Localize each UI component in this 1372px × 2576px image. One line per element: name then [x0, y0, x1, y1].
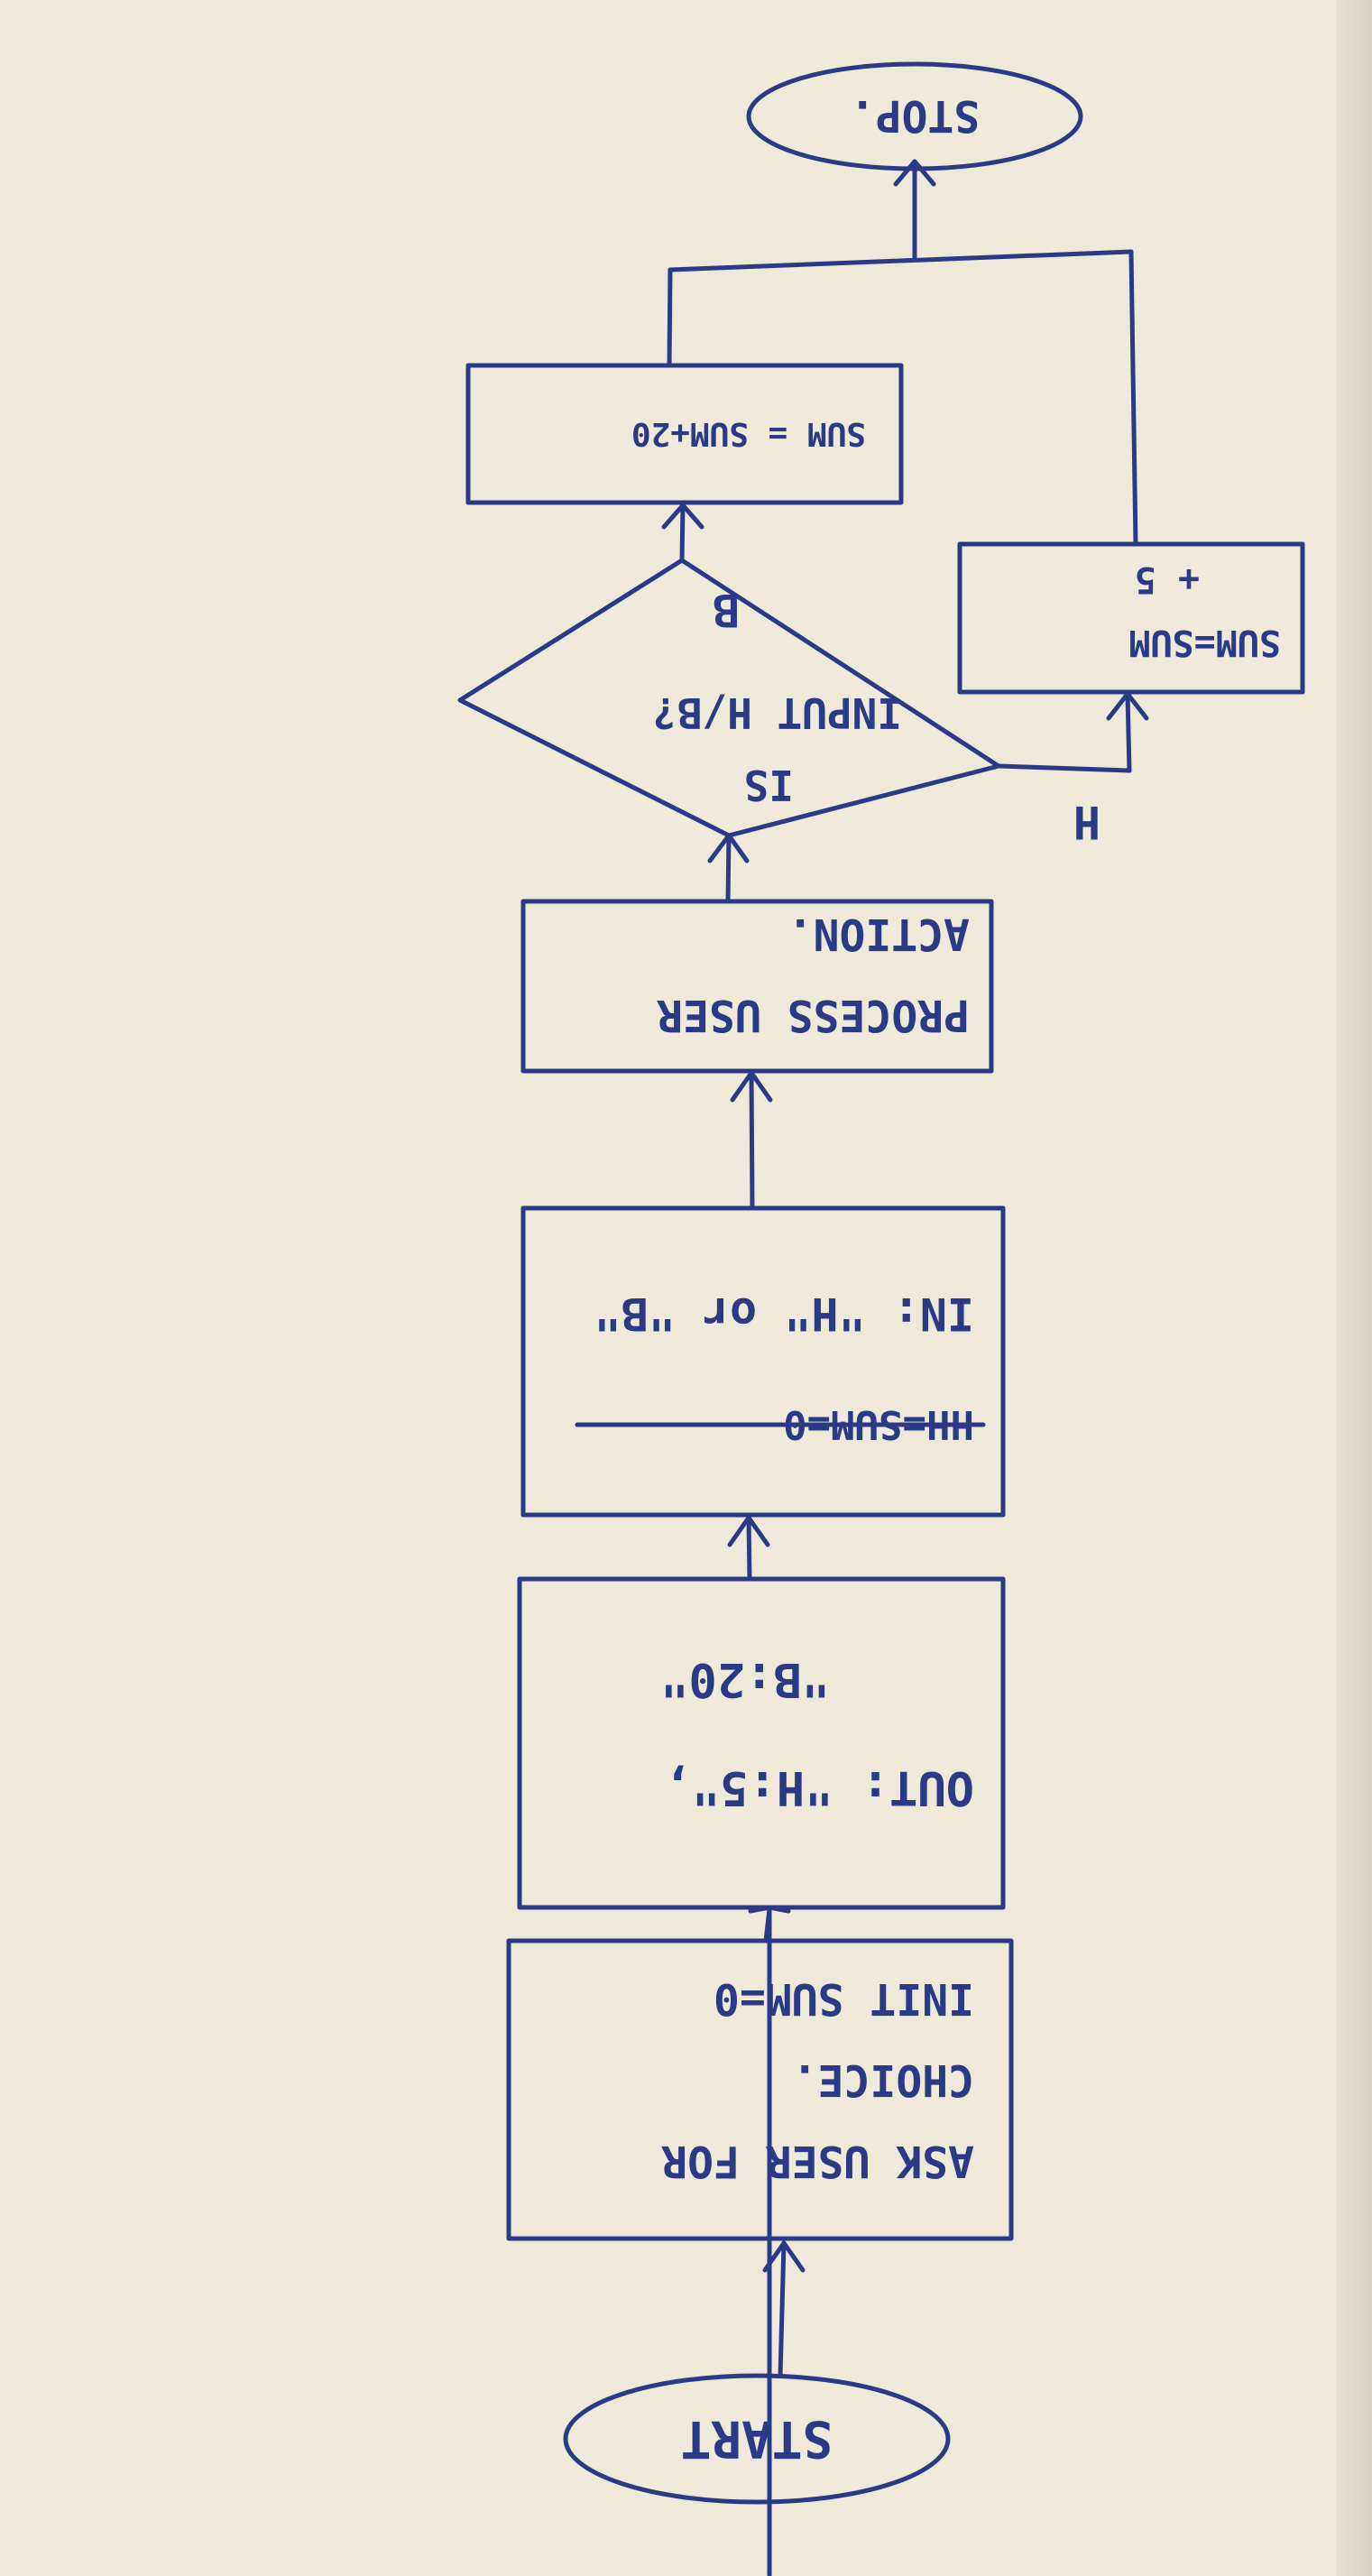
- sum-h-rect: [960, 544, 1303, 692]
- label-b: B: [712, 584, 740, 636]
- process-line1: PROCESS USER: [657, 990, 970, 1040]
- h-branch: [999, 694, 1146, 848]
- output-line2: "B:20": [660, 1652, 830, 1706]
- decision-line1: IS: [743, 761, 794, 809]
- sum-h-box: [960, 544, 1303, 692]
- stop-label: STOP.: [849, 90, 981, 141]
- ask-user-line2: CHOICE.: [791, 2054, 974, 2105]
- ask-user-line1: ASK USER FOR: [661, 2136, 974, 2186]
- input-line2: IN: "H" or "B": [594, 1288, 974, 1340]
- output-box: [520, 1579, 1003, 1907]
- arrow-output-to-input: [730, 1518, 768, 1579]
- start-label: START: [680, 2409, 833, 2468]
- flowchart-diagram: [460, 64, 1303, 2575]
- input-line1: HH=SUM=0: [783, 1401, 974, 1447]
- sum-b-box: [468, 365, 901, 503]
- output-rect: [520, 1579, 1003, 1907]
- arrow-process-to-decision: [710, 836, 747, 901]
- output-line1: OUT: "H:5",: [663, 1760, 974, 1814]
- ask-user-line3: INIT SUM=0: [714, 1973, 974, 2024]
- sum-h-line2: + 5: [1134, 559, 1200, 600]
- decision-line2: INPUT H/B?: [652, 688, 902, 737]
- input-rect: [523, 1208, 1003, 1515]
- sum-b-label: SUM = SUM+20: [631, 415, 866, 452]
- label-h: H: [1073, 796, 1100, 848]
- process-line2: ACTION.: [787, 909, 970, 959]
- ask-user-box: [509, 1941, 1011, 2239]
- arrow-input-to-process: [732, 1073, 770, 1208]
- start-terminal: [566, 2376, 948, 2502]
- process-box: [523, 901, 991, 1071]
- sum-h-line1: SUM=SUM: [1128, 622, 1281, 663]
- stop-terminal: [749, 64, 1081, 169]
- input-box: [523, 1208, 1003, 1515]
